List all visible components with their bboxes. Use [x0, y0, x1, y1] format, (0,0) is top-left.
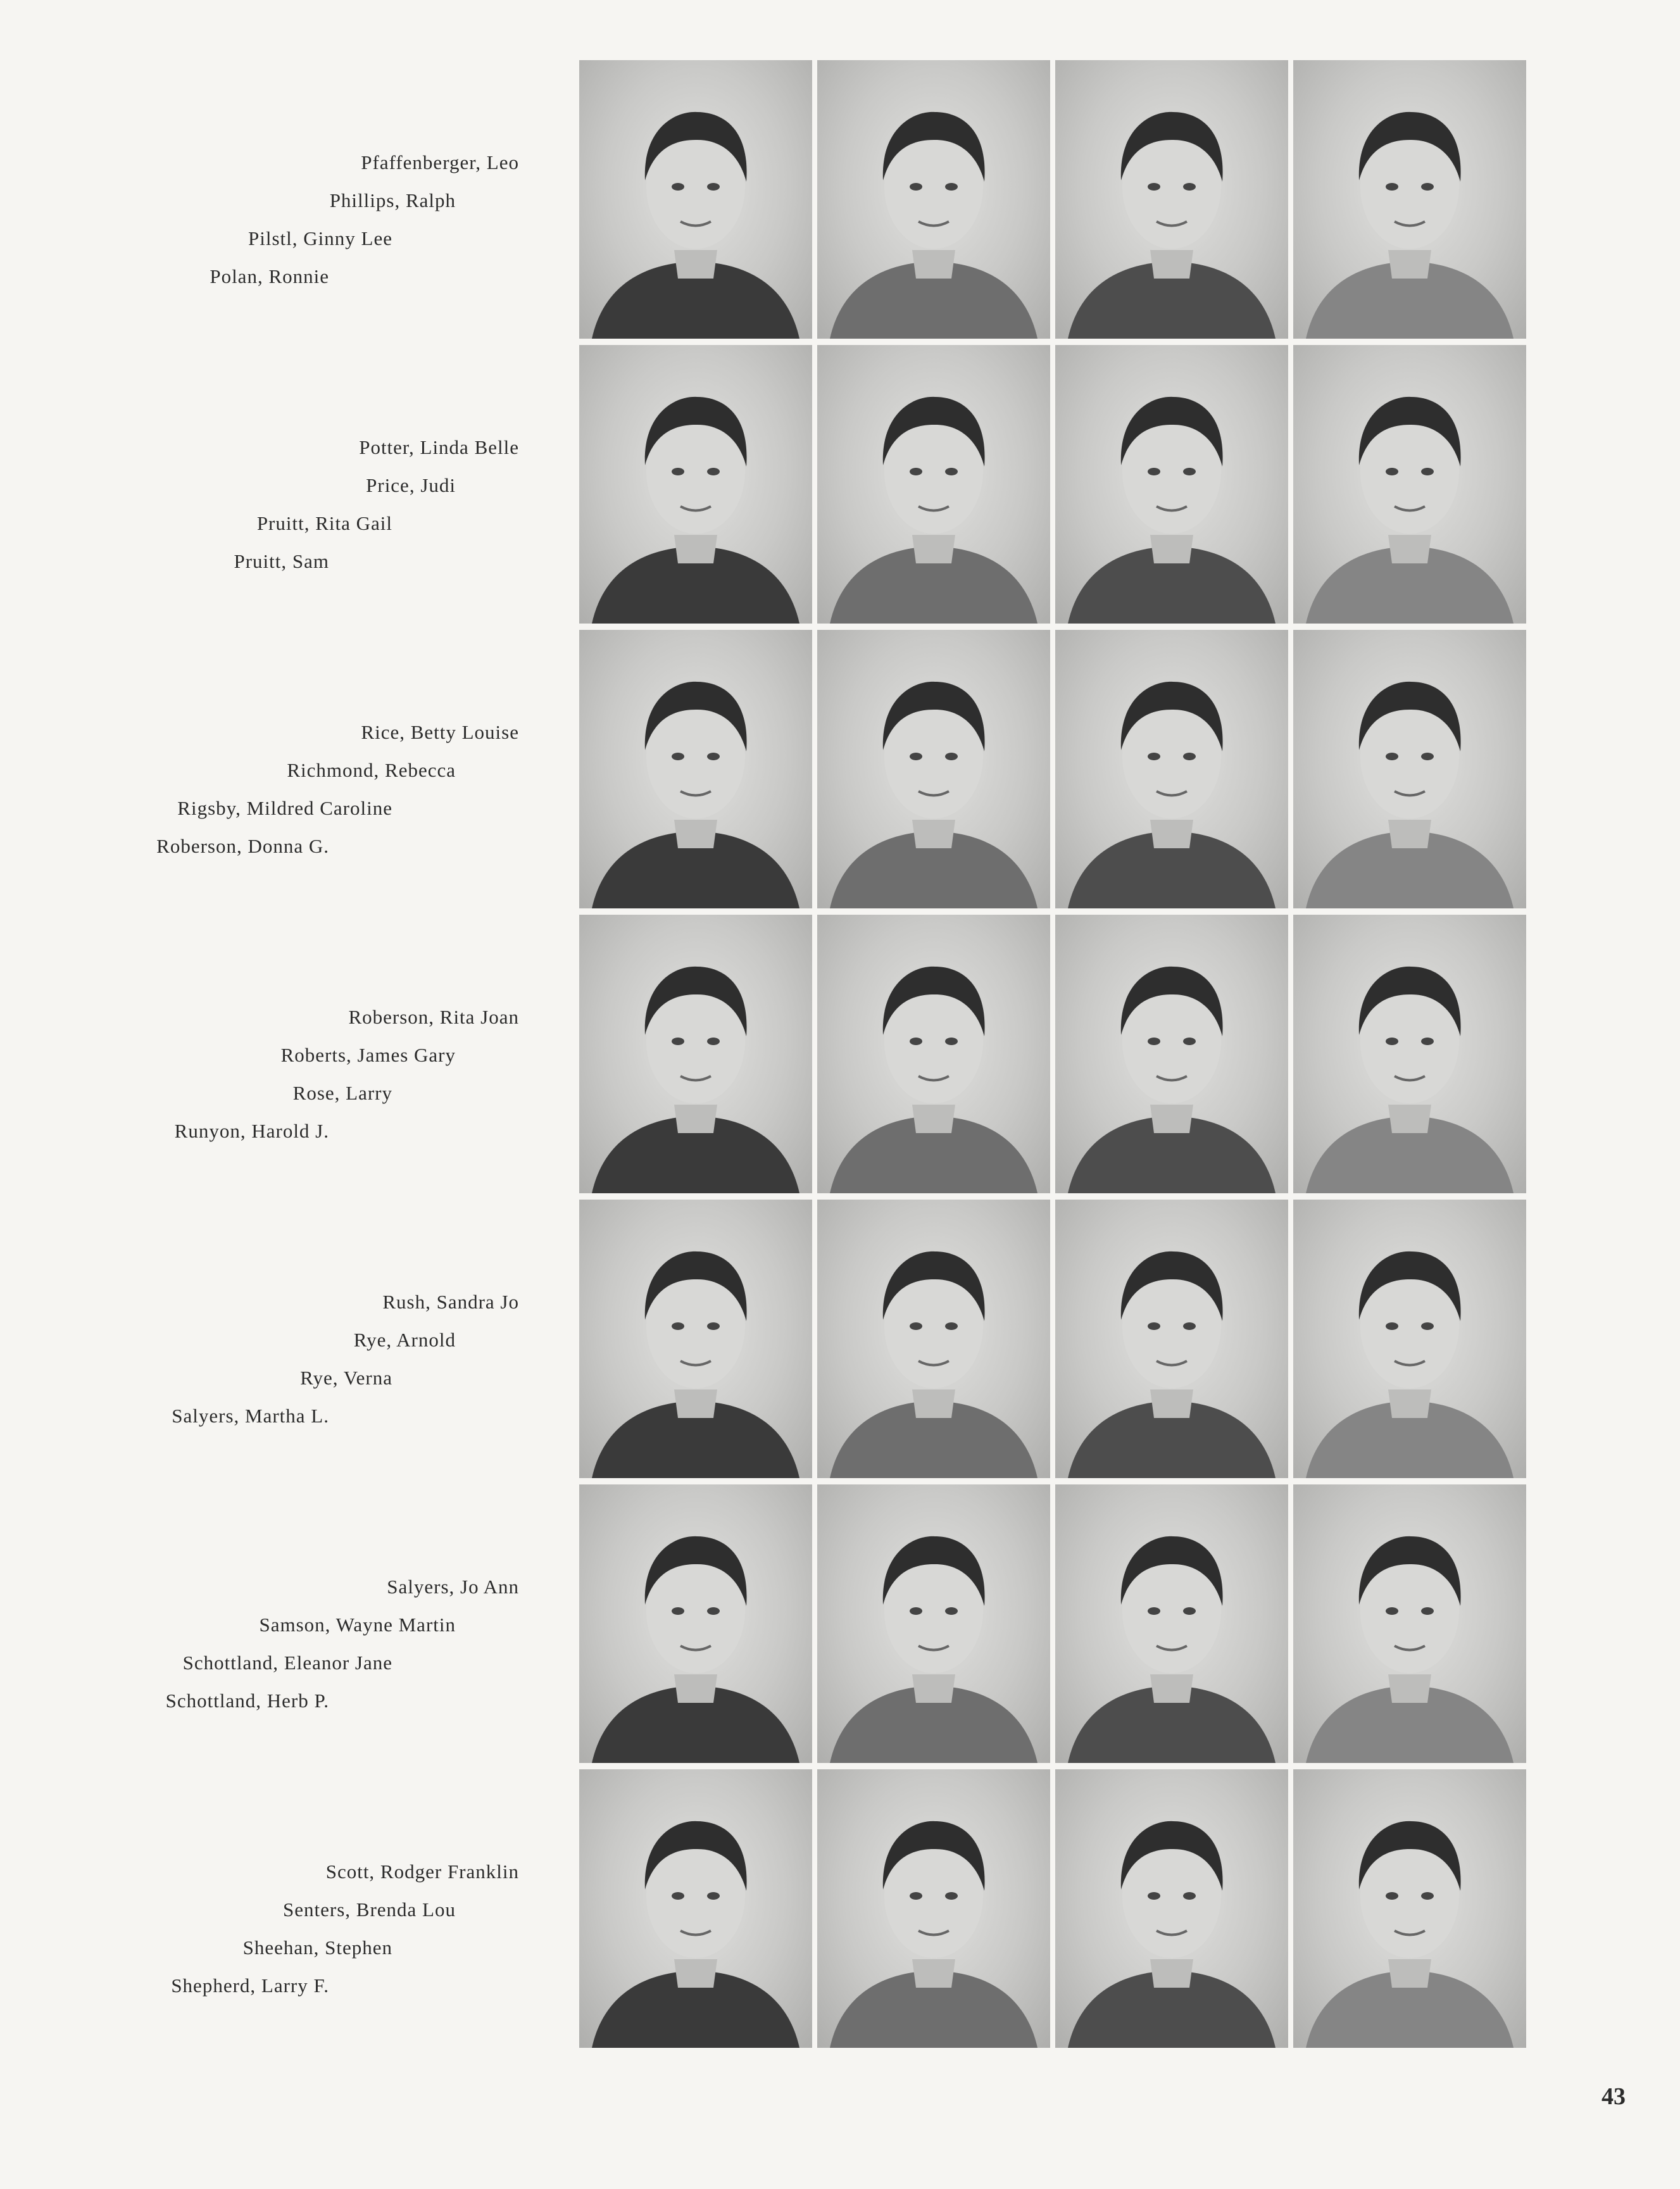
- student-name: Roberson, Donna G.: [156, 835, 329, 857]
- student-portrait: [817, 1769, 1050, 2048]
- student-row: [0, 345, 1680, 630]
- student-row: [0, 1200, 1680, 1484]
- student-name: Rice, Betty Louise: [361, 721, 519, 743]
- name-list: [0, 915, 519, 1200]
- student-portrait: [1055, 630, 1288, 908]
- student-portrait: [1055, 1484, 1288, 1763]
- name-list: [0, 345, 519, 630]
- student-row: [0, 1484, 1680, 1769]
- student-portrait: [1055, 60, 1288, 339]
- student-portrait: [1055, 1769, 1288, 2048]
- student-portrait: [1055, 345, 1288, 624]
- name-list: [0, 630, 519, 915]
- student-portrait: [579, 1769, 812, 2048]
- student-portrait: [817, 630, 1050, 908]
- student-name: Samson, Wayne Martin: [259, 1614, 456, 1636]
- student-portrait: [1293, 1200, 1526, 1478]
- name-list: [0, 60, 519, 345]
- name-list: [0, 1200, 519, 1484]
- student-portrait: [1055, 1200, 1288, 1478]
- student-row: [0, 630, 1680, 915]
- student-name: Salyers, Jo Ann: [387, 1576, 519, 1598]
- student-name: Rigsby, Mildred Caroline: [177, 797, 392, 819]
- student-portrait: [817, 1484, 1050, 1763]
- student-portrait: [1293, 345, 1526, 624]
- student-portrait: [579, 630, 812, 908]
- student-name: Scott, Rodger Franklin: [325, 1860, 519, 1883]
- student-name: Salyers, Martha L.: [172, 1405, 329, 1427]
- student-portrait: [1293, 1769, 1526, 2048]
- student-portrait: [817, 60, 1050, 339]
- student-name: Price, Judi: [366, 474, 456, 496]
- student-portrait: [579, 1484, 812, 1763]
- student-name: Schottland, Herb P.: [165, 1690, 329, 1712]
- student-name: Rye, Arnold: [353, 1329, 456, 1351]
- photo-strip: [579, 630, 1529, 915]
- student-name: Pilstl, Ginny Lee: [248, 227, 392, 249]
- student-row: [0, 1769, 1680, 2054]
- student-name: Rush, Sandra Jo: [382, 1291, 519, 1313]
- student-name: Senters, Brenda Lou: [283, 1898, 456, 1921]
- student-row: [0, 915, 1680, 1200]
- student-portrait: [579, 60, 812, 339]
- photo-strip: [579, 915, 1529, 1200]
- student-portrait: [1293, 60, 1526, 339]
- name-list: [0, 1484, 519, 1769]
- photo-strip: [579, 345, 1529, 630]
- student-name: Pruitt, Sam: [234, 550, 329, 572]
- student-portrait: [817, 915, 1050, 1193]
- photo-strip: [579, 60, 1529, 345]
- student-name: Sheehan, Stephen: [242, 1936, 392, 1959]
- student-portrait: [579, 345, 812, 624]
- student-name: Phillips, Ralph: [329, 189, 456, 211]
- student-name: Roberts, James Gary: [280, 1044, 456, 1066]
- student-portrait: [579, 1200, 812, 1478]
- student-portrait: [579, 915, 812, 1193]
- photo-strip: [579, 1200, 1529, 1484]
- student-name: Rye, Verna: [300, 1367, 392, 1389]
- student-name: Rose, Larry: [292, 1082, 392, 1104]
- student-name: Shepherd, Larry F.: [171, 1974, 329, 1997]
- photo-strip: [579, 1484, 1529, 1769]
- student-portrait: [1055, 915, 1288, 1193]
- student-portrait: [817, 345, 1050, 624]
- student-name: Schottland, Eleanor Jane: [182, 1652, 392, 1674]
- student-name: Runyon, Harold J.: [174, 1120, 329, 1142]
- student-portrait: [1293, 1484, 1526, 1763]
- page-number: 43: [1602, 2083, 1626, 2110]
- student-name: Roberson, Rita Joan: [348, 1006, 519, 1028]
- photo-strip: [579, 1769, 1529, 2054]
- student-name: Pruitt, Rita Gail: [256, 512, 392, 534]
- student-name: Richmond, Rebecca: [287, 759, 456, 781]
- student-name: Potter, Linda Belle: [359, 436, 519, 458]
- student-portrait: [1293, 915, 1526, 1193]
- student-portrait: [1293, 630, 1526, 908]
- name-list: [0, 1769, 519, 2054]
- student-portrait: [817, 1200, 1050, 1478]
- student-row: [0, 60, 1680, 345]
- student-name: Pfaffenberger, Leo: [361, 151, 519, 173]
- student-name: Polan, Ronnie: [210, 265, 329, 287]
